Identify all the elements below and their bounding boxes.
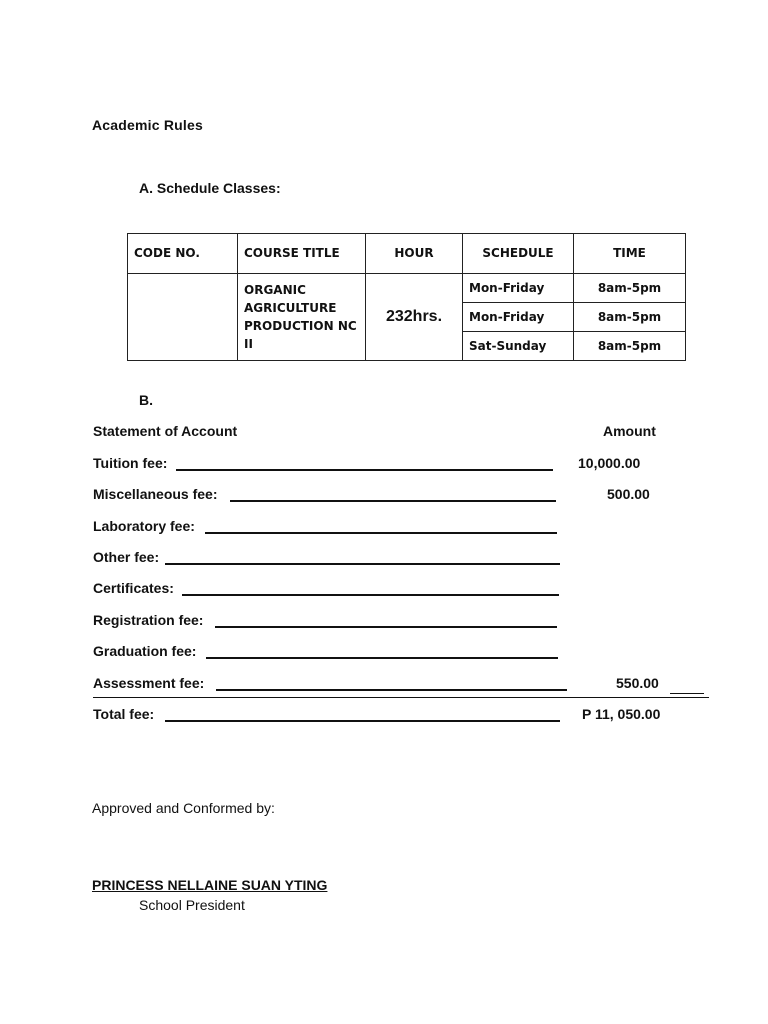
registration-fee-label: Registration fee: [93, 612, 204, 628]
time-cell: 8am-5pm [574, 302, 686, 331]
schedule-cell: Mon-Friday [463, 273, 574, 302]
table-row [128, 273, 686, 302]
section-a-title: A. Schedule Classes: [139, 180, 281, 196]
miscellaneous-fee-label: Miscellaneous fee: [93, 486, 218, 502]
hour-cell: 232hrs. [366, 273, 463, 360]
fee-line [215, 626, 557, 628]
total-fee-amount: P 11, 050.00 [582, 706, 661, 722]
amount-underline [670, 693, 704, 694]
statement-header-amount: Amount [603, 423, 656, 439]
header-course-title: COURSE TITLE [238, 234, 366, 274]
schedule-cell: Mon-Friday [463, 302, 574, 331]
assessment-fee-label: Assessment fee: [93, 675, 205, 691]
fee-line [165, 563, 560, 565]
total-separator [93, 697, 709, 698]
miscellaneous-fee-amount: 500.00 [607, 486, 650, 502]
statement-header-label: Statement of Account [93, 423, 238, 439]
signatory-name: PRINCESS NELLAINE SUAN YTING [92, 877, 328, 893]
other-fee-label: Other fee: [93, 549, 160, 565]
fee-line [206, 657, 558, 659]
fee-line [176, 469, 553, 471]
time-cell: 8am-5pm [574, 273, 686, 302]
header-time: TIME [574, 234, 686, 274]
tuition-fee-amount: 10,000.00 [578, 455, 641, 471]
time-cell: 8am-5pm [574, 331, 686, 360]
section-b-title: B. [139, 392, 153, 408]
laboratory-fee-label: Laboratory fee: [93, 518, 195, 534]
tuition-fee-label: Tuition fee: [93, 455, 168, 471]
approved-by-text: Approved and Conformed by: [92, 800, 275, 816]
fee-line [230, 500, 556, 502]
code-no-cell [128, 273, 238, 360]
page-heading: Academic Rules [92, 117, 203, 133]
fee-line [216, 689, 567, 691]
schedule-header-row [128, 234, 686, 274]
header-schedule: SCHEDULE [463, 234, 574, 274]
header-code-no: CODE NO. [128, 234, 238, 274]
graduation-fee-label: Graduation fee: [93, 643, 197, 659]
header-hour: HOUR [366, 234, 463, 274]
fee-line [182, 594, 559, 596]
course-title-cell: ORGANIC AGRICULTURE PRODUCTION NC II [238, 273, 366, 360]
certificates-label: Certificates: [93, 580, 174, 596]
total-fee-label: Total fee: [93, 706, 155, 722]
schedule-cell: Sat-Sunday [463, 331, 574, 360]
signatory-title: School President [139, 897, 245, 913]
fee-line [165, 720, 560, 722]
fee-line [205, 532, 557, 534]
schedule-table [127, 233, 686, 361]
assessment-fee-amount: 550.00 [616, 675, 659, 691]
